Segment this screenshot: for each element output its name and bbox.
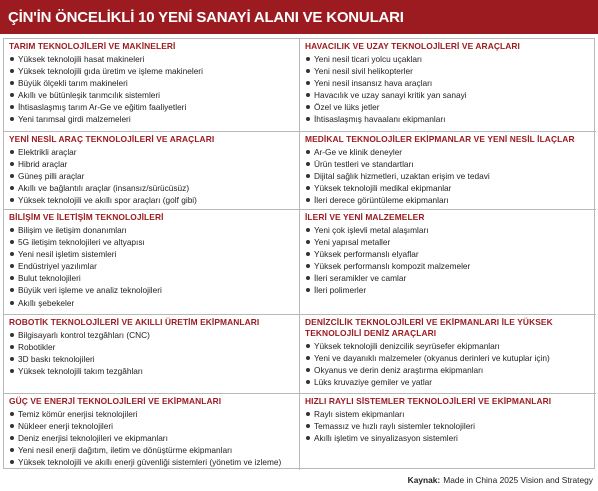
section-list [9,329,295,377]
section-title: GÜÇ VE ENERJİ TEKNOLOJİLERİ VE EKİPMANLARI [9,396,222,406]
list-item: İleri seramikler ve camlar [305,272,592,284]
list-item: Yeni yapısal metaller [305,236,592,248]
page-title: ÇİN'İN ÖNCELİKLİ 10 YENİ SANAYİ ALANI VE KONULARI [0,0,598,34]
list-item: Ar-Ge ve klinik deneyler [305,146,592,158]
list-item: 3D baskı teknolojileri [9,353,295,365]
section-list [9,146,295,206]
list-item: Bulut teknolojileri [9,272,295,284]
section-title: BİLİŞİM VE İLETİŞİM TEKNOLOJİLERİ [9,212,164,222]
list-item: Yeni tarımsal girdi malzemeleri [9,113,295,125]
topic-section [4,132,300,210]
topic-section [300,132,596,210]
list-item: Yeni nesil ticari yolcu uçakları [305,53,592,65]
list-item: Deniz enerjisi teknolojileri ve ekipmanları [9,432,295,444]
list-item: Yüksek teknolojili takım tezgâhları [9,365,295,377]
list-item: İhtisaslaşmış tarım Ar-Ge ve eğitim faaliyetleri [9,101,295,113]
list-item: Güneş pilli araçlar [9,170,295,182]
section-list [305,408,592,444]
list-item: İhtisaslaşmış havaalanı ekipmanları [305,113,592,125]
section-list [9,408,295,468]
list-item: Dijital sağlık hizmetleri, uzaktan erişim ve tedavi [305,170,592,182]
list-item: Hibrid araçlar [9,158,295,170]
list-item: Yüksek teknolojili medikal ekipmanlar [305,182,592,194]
list-item: Ürün testleri ve standartları [305,158,592,170]
list-item: Raylı sistem ekipmanları [305,408,592,420]
section-list [9,224,295,309]
list-item: Yeni çok işlevli metal alaşımları [305,224,592,236]
section-title: İLERİ VE YENİ MALZEMELER [305,212,425,222]
list-item: Bilgisayarlı kontrol tezgâhları (CNC) [9,329,295,341]
list-item: Yüksek teknolojili hasat makineleri [9,53,295,65]
topic-section [4,394,300,470]
topic-section [300,210,596,315]
list-item: Nükleer enerji teknolojileri [9,420,295,432]
list-item: Akıllı ve bağlantılı araçlar (insansız/sürücüsüz) [9,182,295,194]
list-item: Yüksek performanslı kompozit malzemeler [305,260,592,272]
list-item: Endüstriyel yazılımlar [9,260,295,272]
topic-section [300,315,596,394]
section-title: YENİ NESİL ARAÇ TEKNOLOJİLERİ VE ARAÇLARI [9,134,215,144]
list-item: Lüks kruvaziye gemiler ve yatlar [305,376,592,388]
list-item: Yeni nesil sivil helikopterler [305,65,592,77]
list-item: Robotikler [9,341,295,353]
source-text: Made in China 2025 Vision and Strategy [443,475,593,485]
topic-section [4,39,300,132]
section-title: TARIM TEKNOLOJİLERİ VE MAKİNELERİ [9,41,176,51]
list-item: İleri polimerler [305,284,592,296]
section-title: DENİZCİLİK TEKNOLOJİLERİ VE EKİPMANLARI İLE YÜKSEK TEKNOLOJİLİ DENİZ ARAÇLARI [305,317,553,338]
list-item: Yeni nesil insansız hava araçları [305,77,592,89]
list-item: Akıllı işletim ve sinyalizasyon sistemleri [305,432,592,444]
list-item: Yüksek teknolojili gıda üretim ve işleme makineleri [9,65,295,77]
section-list [305,224,592,297]
section-title: ROBOTİK TEKNOLOJİLERİ VE AKILLI ÜRETİM EKİPMANLARI [9,317,260,327]
source-note [408,472,593,488]
topic-section [300,39,596,132]
list-item: 5G iletişim teknolojileri ve altyapısı [9,236,295,248]
list-item: Özel ve lüks jetler [305,101,592,113]
list-item: Elektrikli araçlar [9,146,295,158]
section-title: MEDİKAL TEKNOLOJİLER EKİPMANLAR VE YENİ NESİL İLAÇLAR [305,134,575,144]
topics-table [3,38,595,469]
list-item: Bilişim ve iletişim donanımları [9,224,295,236]
source-label: Kaynak: [407,475,441,485]
list-item: Akıllı şebekeler [9,297,295,309]
section-list [305,53,592,126]
section-list [305,340,592,388]
section-title: HAVACILIK VE UZAY TEKNOLOJİLERİ VE ARAÇLARI [305,41,520,51]
list-item: Akıllı ve bütünleşik tarımcılık sistemleri [9,89,295,101]
list-item: Yeni ve dayanıklı malzemeler (okyanus derinleri ve kutuplar için) [305,352,592,364]
list-item: Yüksek teknolojili denizcilik seyrüsefer ekipmanları [305,340,592,352]
list-item: Büyük ölçekli tarım makineleri [9,77,295,89]
list-item: Yüksek performanslı elyaflar [305,248,592,260]
list-item: Yüksek teknolojili ve akıllı spor araçları (golf gibi) [9,194,295,206]
list-item: Havacılık ve uzay sanayi kritik yan sanayi [305,89,592,101]
topic-section [300,394,596,470]
list-item: Yeni nesil işletim sistemleri [9,248,295,260]
list-item: Temiz kömür enerjisi teknolojileri [9,408,295,420]
section-title: HIZLI RAYLI SİSTEMLER TEKNOLOJİLERİ VE EKİPMANLARI [305,396,552,406]
list-item: Yeni nesil enerji dağıtım, iletim ve dönüştürme ekipmanları [9,444,295,456]
list-item: Okyanus ve derin deniz araştırma ekipmanları [305,364,592,376]
list-item: Yüksek teknolojili ve akıllı enerji güvenliği sistemleri (yönetim ve izleme) [9,456,295,468]
topic-section [4,210,300,315]
section-list [9,53,295,126]
list-item: İleri derece görüntüleme ekipmanları [305,194,592,206]
topic-section [4,315,300,394]
list-item: Temassız ve hızlı raylı sistemler teknolojileri [305,420,592,432]
list-item: Büyük veri işleme ve analiz teknolojileri [9,284,295,296]
section-list [305,146,592,206]
